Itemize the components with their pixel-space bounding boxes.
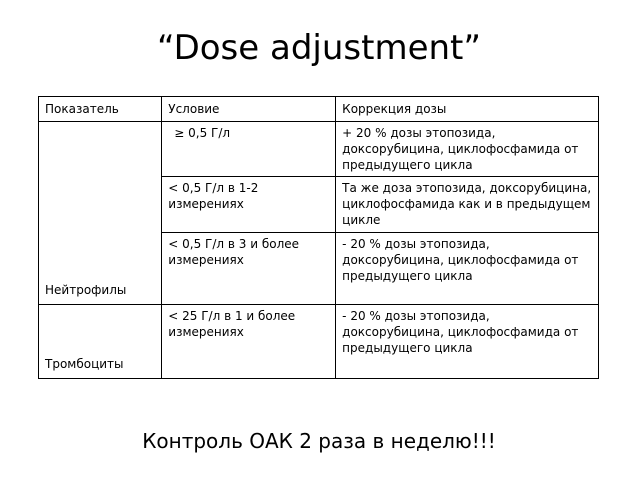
condition-cell: < 25 Г/л в 1 и более измерениях xyxy=(162,305,336,379)
header-parameter: Показатель xyxy=(39,97,162,122)
slide-title: “Dose adjustment” xyxy=(157,28,481,68)
table-row xyxy=(39,305,599,379)
header-correction: Коррекция дозы xyxy=(336,97,599,122)
parameter-platelets: Тромбоциты xyxy=(39,305,162,379)
condition-cell: < 0,5 Г/л в 1-2 измерениях xyxy=(162,177,336,233)
table-row xyxy=(39,122,599,177)
parameter-neutrophils: Нейтрофилы xyxy=(39,122,162,305)
correction-cell: + 20 % дозы этопозида, доксорубицина, циклофосфамида от предыдущего цикла xyxy=(336,122,599,177)
condition-cell: ≥ 0,5 Г/л xyxy=(162,122,336,177)
condition-cell: < 0,5 Г/л в 3 и более измерениях xyxy=(162,233,336,305)
dose-adjustment-table xyxy=(38,96,599,379)
correction-cell: Та же доза этопозида, доксорубицина, циклофосфамида как и в предыдущем цикле xyxy=(336,177,599,233)
table-header-row xyxy=(39,97,599,122)
monitoring-note: Контроль ОАК 2 раза в неделю!!! xyxy=(142,429,496,453)
correction-cell: - 20 % дозы этопозида, доксорубицина, циклофосфамида от предыдущего цикла xyxy=(336,305,599,379)
correction-cell: - 20 % дозы этопозида, доксорубицина, циклофосфамида от предыдущего цикла xyxy=(336,233,599,305)
header-condition: Условие xyxy=(162,97,336,122)
